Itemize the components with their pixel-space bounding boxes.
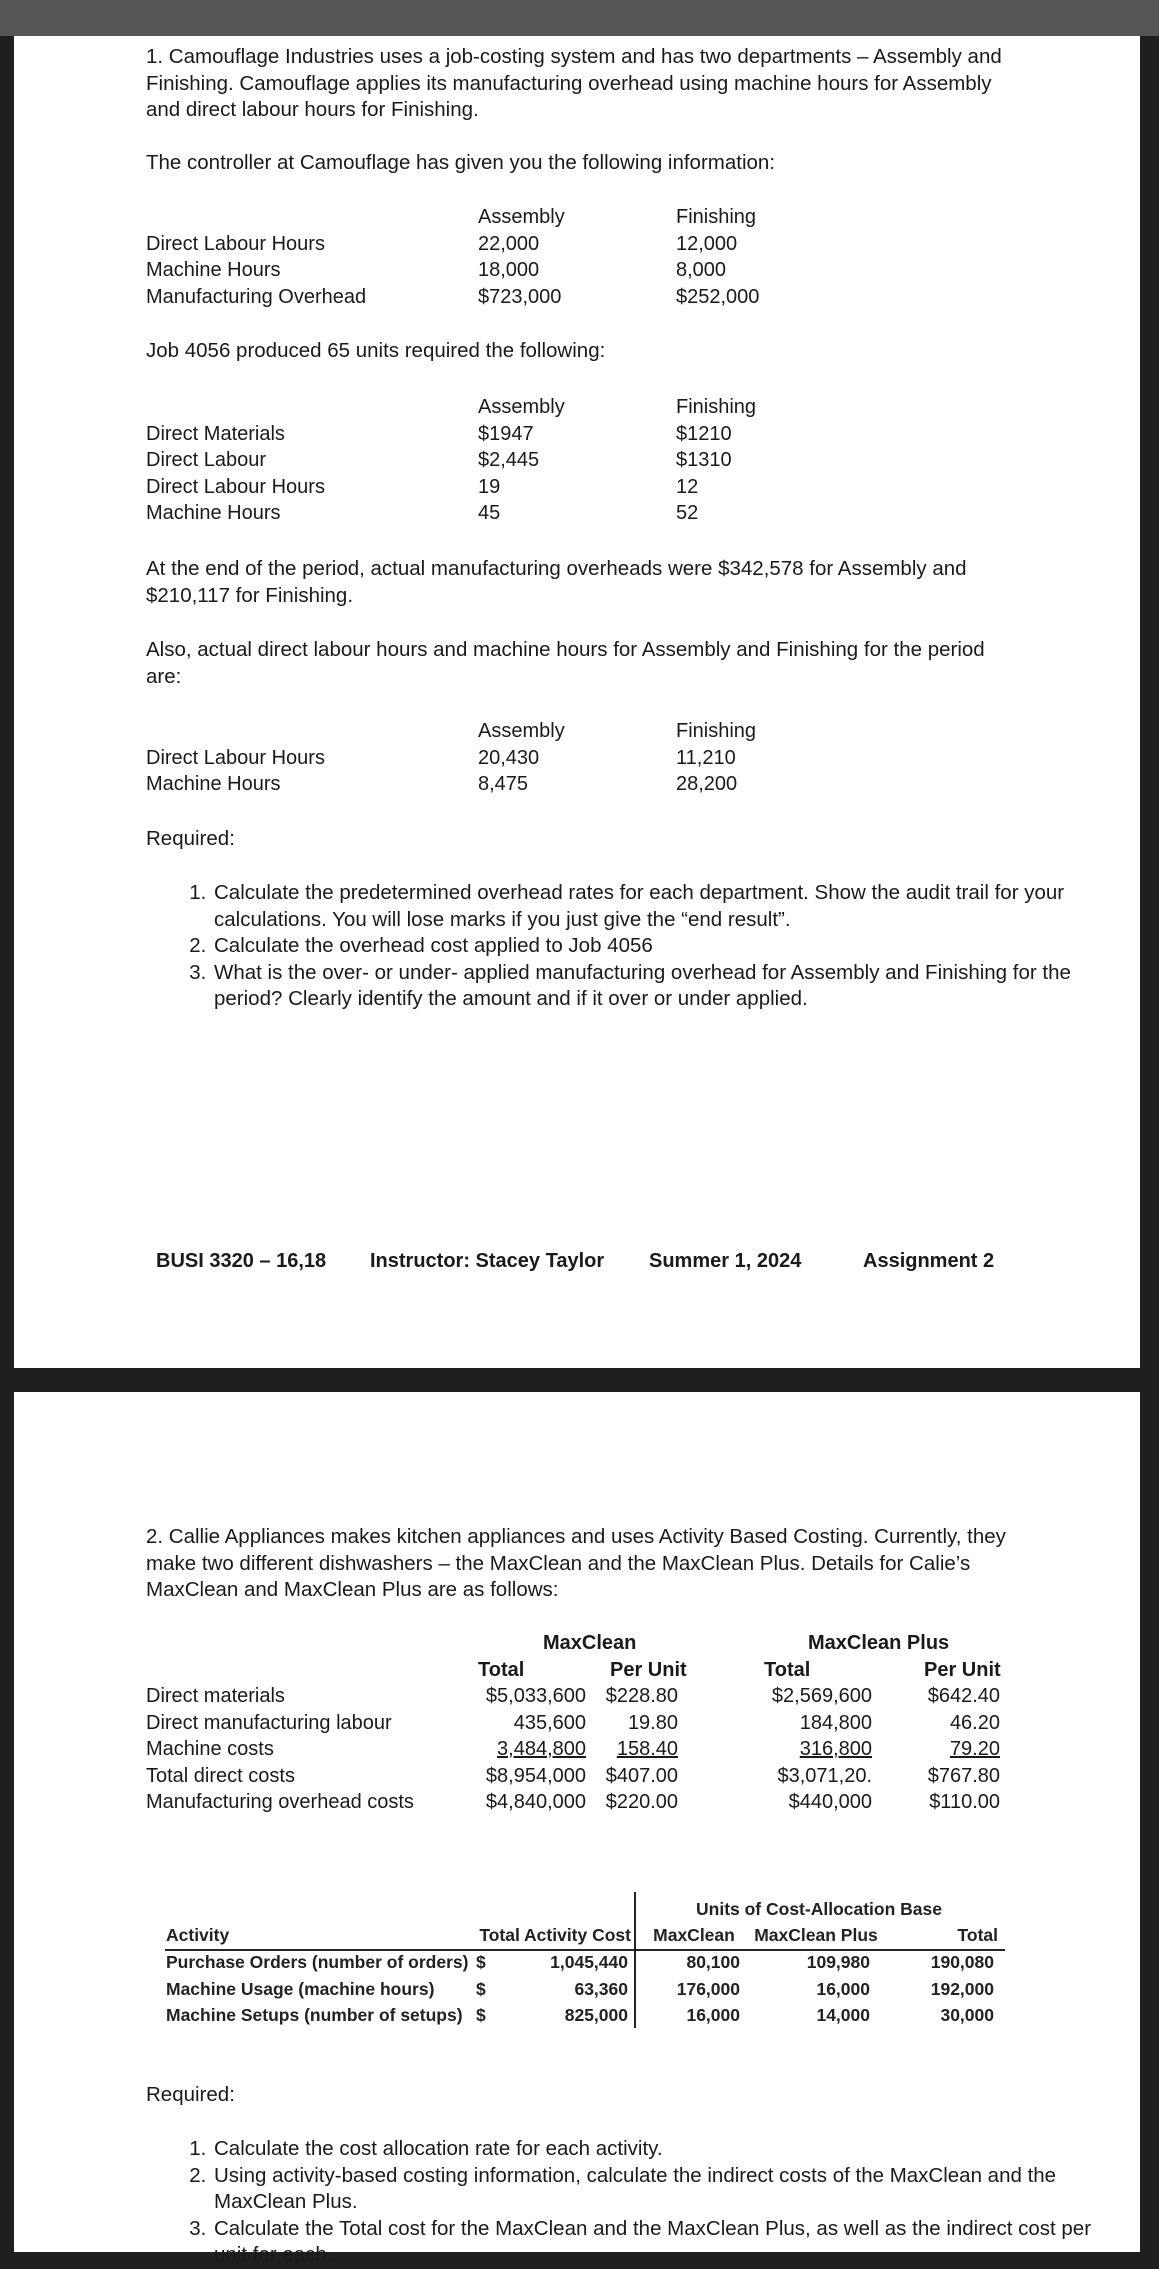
total-activity-cost: 1,045,440 <box>550 1952 628 1972</box>
row-label: Direct manufacturing labour <box>146 1711 392 1734</box>
maxclean-plus-per-unit: $767.80 <box>927 1764 1000 1787</box>
header-maxclean: MaxClean <box>653 1925 735 1945</box>
finishing-value: $1210 <box>676 422 732 445</box>
row-label: Direct Labour <box>146 449 267 471</box>
super-header: Units of Cost-Allocation Base <box>696 1899 942 1919</box>
row-label: Machine costs <box>146 1738 274 1760</box>
required-list <box>146 880 1092 1013</box>
row-label: Machine Hours <box>146 773 281 795</box>
maxclean-plus-total: 184,800 <box>799 1711 872 1734</box>
header-total-activity-cost: Total Activity Cost <box>479 1925 631 1945</box>
group-header-maxclean-plus: MaxClean Plus <box>808 1632 950 1654</box>
assembly-value: 20,430 <box>478 746 540 769</box>
maxclean-total: $8,954,000 <box>485 1764 586 1787</box>
maxclean-plus-total: $2,569,600 <box>771 1685 872 1707</box>
assembly-value: $1947 <box>478 422 534 445</box>
actual-hours-paragraph: Also, actual direct labour hours and machine hours for Assembly and Finishing for the period are: <box>146 638 985 688</box>
total-activity-cost: 825,000 <box>564 2005 628 2025</box>
col-header-assembly: Assembly <box>478 396 565 418</box>
maxclean-per-unit: 158.40 <box>616 1738 678 1760</box>
required-item: 3. Calculate the Total cost for the MaxClean and the MaxClean Plus, as well as the indirect cost per unit for each. <box>212 2216 1092 2269</box>
maxclean-units: 16,000 <box>686 2005 740 2025</box>
assembly-value: 18,000 <box>478 259 540 281</box>
row-label: Direct Labour Hours <box>146 746 325 769</box>
footer-assignment: Assignment 2 <box>863 1250 995 1272</box>
required-item: 2. Calculate the overhead cost applied to Job 4056 <box>212 933 1092 960</box>
finishing-value: 12,000 <box>676 232 738 255</box>
maxclean-plus-units: 16,000 <box>816 1978 870 1999</box>
finishing-value: 8,000 <box>676 259 727 281</box>
row-label: Manufacturing overhead costs <box>146 1791 414 1813</box>
total-units: 192,000 <box>930 1978 994 1999</box>
total-units: 30,000 <box>940 2005 994 2025</box>
activity-label: Machine Setups (number of setups) <box>166 2005 463 2025</box>
col-header-finishing: Finishing <box>676 206 757 228</box>
required-list <box>146 2136 1092 2269</box>
assembly-value: 19 <box>478 475 501 498</box>
maxclean-units: 176,000 <box>676 1978 740 1999</box>
row-label: Direct Labour Hours <box>146 232 325 255</box>
header-total: Total <box>957 1925 998 1945</box>
maxclean-total: 3,484,800 <box>497 1738 586 1760</box>
row-label: Direct Materials <box>146 422 285 445</box>
finishing-value: $252,000 <box>676 285 760 308</box>
required-item: 1. Calculate the predetermined overhead rates for each department. Show the audit trail for your calculations. You will lose marks if you just give the “end result”. <box>212 880 1092 933</box>
required-item: 3. What is the over- or under- applied manufacturing overhead for Assembly and Finishing for the period? Clearly identify the amount and if it over or under applied. <box>212 960 1092 1013</box>
assembly-value: 22,000 <box>478 232 540 255</box>
actual-overhead-paragraph: At the end of the period, actual manufacturing overheads were $342,578 for Assembly and $210,117 for Finishing. <box>146 557 967 607</box>
finishing-value: $1310 <box>676 449 732 471</box>
required-item: 1. Calculate the cost allocation rate for each activity. <box>212 2136 1092 2163</box>
maxclean-plus-per-unit: $642.40 <box>927 1685 1000 1707</box>
footer-term: Summer 1, 2024 <box>649 1250 802 1272</box>
maxclean-plus-per-unit: 46.20 <box>949 1711 1000 1734</box>
finishing-value: 11,210 <box>676 746 736 769</box>
document-page-1 <box>14 36 1140 1368</box>
maxclean-total: $4,840,000 <box>485 1791 586 1813</box>
header-activity: Activity <box>166 1925 230 1945</box>
total-activity-cost: 63,360 <box>574 1978 628 1999</box>
header-maxclean-plus: MaxClean Plus <box>754 1925 878 1945</box>
sub-header-per-unit: Per Unit <box>610 1658 687 1681</box>
group-header-maxclean: MaxClean <box>543 1632 637 1654</box>
col-header-assembly: Assembly <box>478 720 565 742</box>
assembly-value: $2,445 <box>478 449 540 471</box>
finishing-value: 12 <box>676 475 699 498</box>
controller-line: The controller at Camouflage has given you the following information: <box>146 151 776 174</box>
row-label: Direct Labour Hours <box>146 475 325 498</box>
maxclean-plus-total: $440,000 <box>788 1791 872 1813</box>
maxclean-total: $5,033,600 <box>485 1685 586 1707</box>
total-units: 190,080 <box>930 1952 994 1972</box>
row-label: Direct materials <box>146 1685 285 1707</box>
assembly-value: 45 <box>478 502 501 524</box>
maxclean-plus-total: 316,800 <box>799 1738 872 1760</box>
currency-symbol: $ <box>476 1952 486 1972</box>
currency-symbol: $ <box>476 1978 486 1999</box>
finishing-value: 52 <box>676 502 699 524</box>
row-label: Total direct costs <box>146 1764 295 1787</box>
maxclean-per-unit: $407.00 <box>605 1764 678 1787</box>
activity-label: Purchase Orders (number of orders) <box>166 1952 469 1972</box>
required-label: Required: <box>146 827 235 850</box>
maxclean-plus-total: $3,071,20. <box>777 1764 872 1787</box>
maxclean-plus-per-unit: $110.00 <box>929 1791 1000 1813</box>
question-2-intro: 2. Callie Appliances makes kitchen appliances and uses Activity Based Costing. Currently, they make two different dishwashers – the MaxClean and the MaxClean Plus. Details for Calie’s MaxClean and MaxClean Plus are as follows: <box>146 1525 1006 1601</box>
row-label: Manufacturing Overhead <box>146 285 367 308</box>
maxclean-per-unit: 19.80 <box>627 1711 678 1734</box>
col-header-finishing: Finishing <box>676 396 757 418</box>
maxclean-plus-per-unit: 79.20 <box>949 1738 1000 1760</box>
assembly-value: $723,000 <box>478 285 562 308</box>
maxclean-plus-units: 109,980 <box>806 1952 870 1972</box>
sub-header-per-unit: Per Unit <box>924 1658 1001 1681</box>
job-4056-line: Job 4056 produced 65 units required the following: <box>146 339 606 362</box>
required-item: 2. Using activity-based costing information, calculate the indirect costs of the MaxClean and the MaxClean Plus. <box>212 2163 1092 2216</box>
footer-instructor: Instructor: Stacey Taylor <box>370 1250 605 1272</box>
row-label: Machine Hours <box>146 259 281 281</box>
maxclean-per-unit: $220.00 <box>605 1791 678 1813</box>
col-header-assembly: Assembly <box>478 206 565 228</box>
assembly-value: 8,475 <box>478 773 529 795</box>
maxclean-per-unit: $228.80 <box>605 1685 678 1707</box>
document-page-2 <box>14 1392 1140 2266</box>
question-1-intro: 1. Camouflage Industries uses a job-costing system and has two departments – Assembly and Finishing. Camouflage applies its manufacturing overhead using machine hours for Assembly and direct labour hours for Finishing. <box>146 45 1002 121</box>
maxclean-total: 435,600 <box>513 1711 586 1734</box>
currency-symbol: $ <box>476 2005 486 2025</box>
finishing-value: 28,200 <box>676 773 738 795</box>
required-label: Required: <box>146 2083 235 2106</box>
maxclean-units: 80,100 <box>686 1952 740 1972</box>
viewer-top-bar <box>0 0 1159 36</box>
sub-header-total: Total <box>478 1658 525 1681</box>
activity-label: Machine Usage (machine hours) <box>166 1978 435 1999</box>
row-label: Machine Hours <box>146 502 281 524</box>
sub-header-total: Total <box>764 1658 811 1681</box>
col-header-finishing: Finishing <box>676 720 757 742</box>
footer-course: BUSI 3320 – 16,18 <box>156 1250 327 1272</box>
maxclean-plus-units: 14,000 <box>816 2005 870 2025</box>
